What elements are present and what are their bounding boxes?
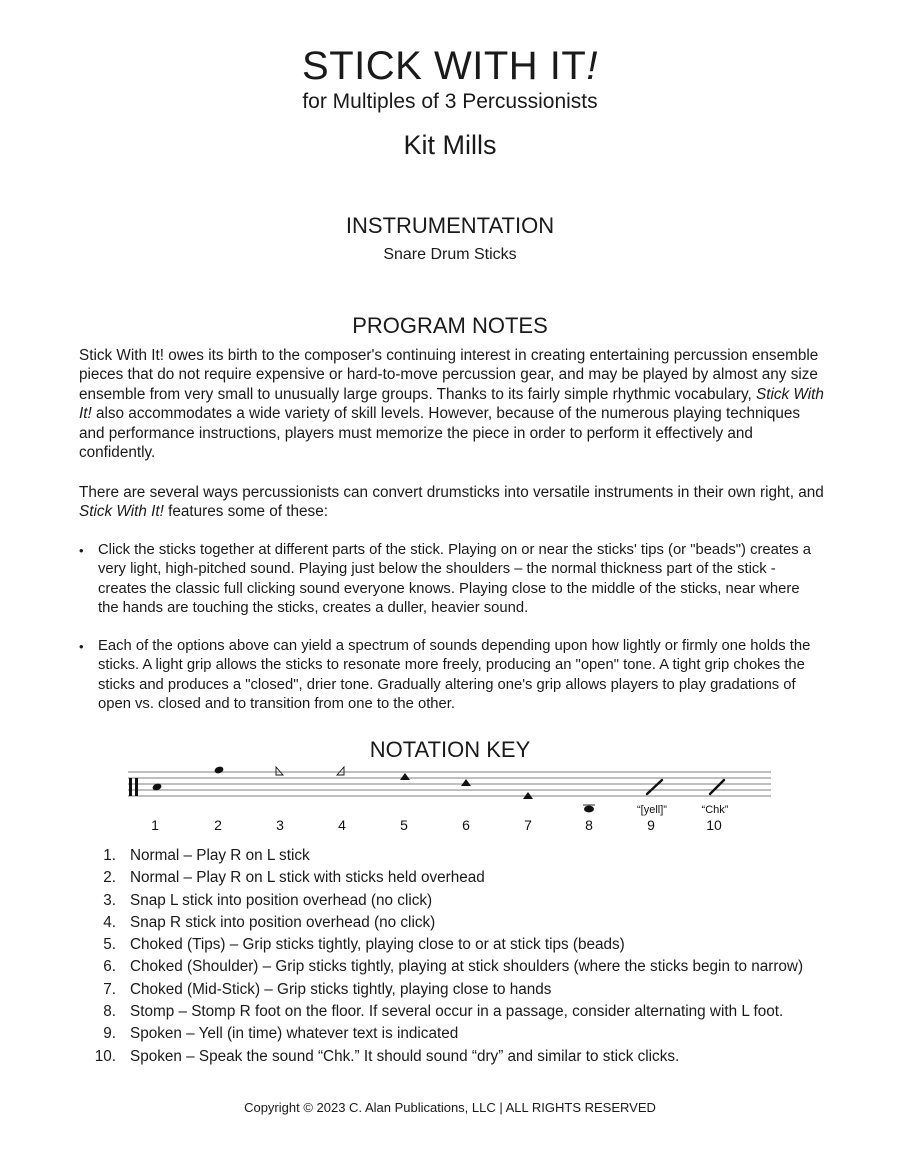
instrumentation-value: Snare Drum Sticks — [383, 246, 517, 263]
list-item-text: Spoken – Speak the sound “Chk.” It should sound “dry” and similar to stick clicks. — [130, 1047, 680, 1065]
composer-name: Kit Mills — [403, 130, 497, 160]
staff-number: 9 — [647, 817, 655, 833]
staff-number: 2 — [214, 817, 222, 833]
list-item-number: 2. — [103, 869, 116, 887]
page-title — [0, 44, 900, 89]
list-item — [90, 845, 310, 867]
program-notes-heading: PROGRAM NOTES — [352, 313, 548, 338]
bullet-marker: • — [79, 639, 84, 654]
list-item-text: Normal – Play R on L stick — [130, 847, 310, 864]
page-subtitle: for Multiples of 3 Percussionists — [302, 90, 598, 113]
list-item — [90, 956, 804, 978]
title-text: STICK WITH IT — [302, 44, 587, 88]
list-item-number: 10. — [94, 1047, 116, 1065]
choked-tips-icon — [400, 773, 410, 780]
list-item-text: Choked (Mid-Stick) – Grip sticks tightly, playing close to hands — [130, 980, 552, 998]
list-item-number: 8. — [103, 1003, 116, 1021]
paragraph-text: owes its birth to the composer's continuing interest in creating entertaining percussion ensemble pieces that do not require expensive or hard-to-move percussion gear, and may be played by almost any size ensemble from very small to unusually large groups. Thanks to its fairly simple rhythmic vocabulary, — [79, 347, 819, 403]
note-overhead-icon — [214, 765, 225, 774]
list-item — [90, 1001, 784, 1023]
staff-number: 3 — [276, 817, 284, 833]
paragraph-text: There are several ways percussionists can convert drumsticks into versatile instruments in their own right, and — [79, 484, 824, 501]
choked-shoulder-icon — [461, 779, 471, 786]
list-item-text: Spoken – Yell (in time) whatever text is indicated — [130, 1025, 459, 1043]
staff-number: 1 — [151, 817, 159, 833]
program-notes-paragraph-1 — [79, 346, 824, 462]
spoken-chk-icon — [710, 780, 724, 794]
list-item-number: 1. — [103, 847, 116, 864]
bullet-item: Click the sticks together at different parts of the stick. Playing on or near the sticks' tips (or "beads") creates a very light, high-pitched sound. Playing just below the shoulders – the normal thickness part of the stick - creates the classic full clicking sound everyone knows. Playing close to the middle of the sticks, near where the hands are touching the sticks, creates a duller, heavier sound. — [98, 542, 811, 617]
choked-mid-stick-icon — [523, 792, 533, 799]
piece-title-ref: Stick With It! — [79, 503, 164, 521]
notation-key-list — [90, 845, 804, 1068]
list-item — [90, 979, 552, 1001]
list-item-text: Choked (Shoulder) – Grip sticks tightly, playing at stick shoulders (where the sticks begin to narrow) — [130, 958, 804, 976]
bullet-item: Each of the options above can yield a spectrum of sounds depending upon how lightly or firmly one holds the sticks. A light grip allows the sticks to resonate more freely, producing an "open" tone. A tight grip chokes the sticks and produces a "closed", drier tone. Gradually altering one's grip allows players to play gradations of open vs. closed and to transition from one to the other. — [98, 638, 811, 713]
copyright-footer: Copyright © 2023 C. Alan Publications, LLC | ALL RIGHTS RESERVED — [244, 1100, 656, 1115]
list-item-text: Snap L stick into position overhead (no click) — [130, 891, 433, 909]
program-notes-paragraph-2 — [79, 483, 824, 522]
staff-number: 8 — [585, 817, 593, 833]
list-item-number: 4. — [103, 913, 116, 931]
list-item-text: Snap R stick into position overhead (no click) — [130, 913, 436, 931]
paragraph-text: also accommodates a wide variety of skill levels. However, because of the numerous playing techniques and performance instructions, players must memorize the piece in order to perform it effectively and confidently. — [79, 405, 801, 462]
list-item — [90, 867, 485, 889]
list-item-number: 9. — [103, 1025, 116, 1043]
notation-key-heading: NOTATION KEY — [369, 737, 531, 762]
snap-right-icon — [337, 767, 344, 775]
staff-number: 10 — [706, 817, 722, 833]
list-item — [90, 890, 433, 912]
notation-staff — [126, 762, 774, 837]
list-item-number: 6. — [103, 958, 116, 976]
spoken-chk-text: “Chk” — [701, 804, 729, 816]
list-item-number: 7. — [103, 980, 116, 998]
staff-number: 7 — [524, 817, 532, 833]
spoken-yell-text: “[yell]” — [637, 804, 667, 816]
piece-title-ref: Stick With It! — [79, 385, 824, 423]
list-item — [90, 1023, 459, 1045]
list-item-text: Normal – Play R on L stick with sticks held overhead — [130, 869, 485, 887]
staff-number: 4 — [338, 817, 346, 833]
list-item-text: Choked (Tips) – Grip sticks tightly, playing close to or at stick tips (beads) — [130, 936, 625, 954]
percussion-clef-icon — [135, 778, 138, 796]
bullet-marker: • — [79, 543, 84, 558]
snap-left-icon — [276, 767, 283, 775]
title-exclamation: ! — [586, 44, 598, 88]
list-item-number: 5. — [103, 936, 116, 954]
paragraph-text: features some of these: — [163, 503, 328, 521]
piece-title-ref: Stick With It! — [79, 347, 164, 364]
stomp-icon — [584, 806, 594, 813]
list-item-number: 3. — [103, 891, 116, 909]
list-item — [90, 934, 625, 956]
list-item — [90, 912, 436, 934]
percussion-clef-icon — [129, 778, 132, 796]
list-item-text: Stomp – Stomp R foot on the floor. If several occur in a passage, consider alternating with L foot. — [130, 1003, 784, 1021]
staff-number: 5 — [400, 817, 408, 833]
spoken-yell-icon — [647, 780, 662, 794]
instrumentation-heading: INSTRUMENTATION — [345, 213, 555, 238]
staff-number: 6 — [462, 817, 470, 833]
list-item — [90, 1046, 680, 1068]
